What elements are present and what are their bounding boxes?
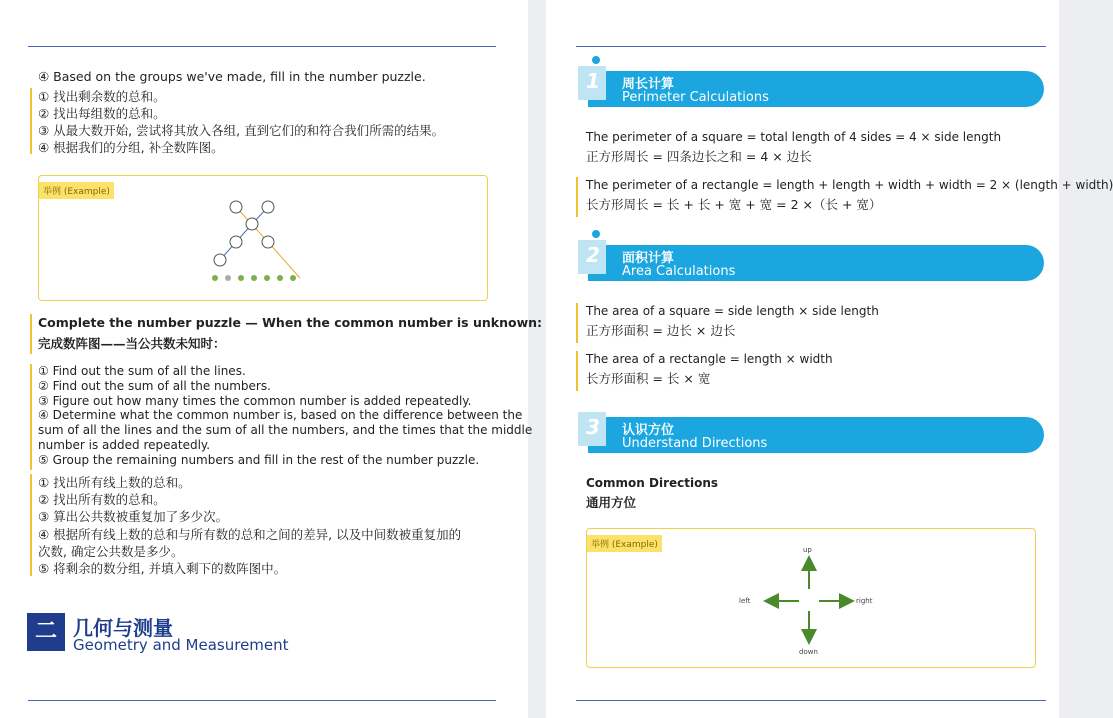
step-cn-line: ② 找出所有数的总和。: [38, 492, 166, 508]
highlight-bar: [30, 88, 32, 154]
step-cn-3: ③ 从最大数开始, 尝试将其放入各组, 直到它们的和符合我们所需的结果。: [38, 123, 445, 138]
section-title-en: Understand Directions: [622, 436, 768, 451]
label-up: up: [803, 546, 812, 554]
highlight-bar: [30, 314, 32, 354]
bottom-rule: [28, 700, 496, 701]
number-puzzle-diagram: [39, 176, 487, 300]
label-right: right: [856, 597, 873, 605]
step-cn-line: ③ 算出公共数被重复加了多少次。: [38, 509, 229, 525]
label-down: down: [799, 648, 818, 656]
section-title-cn: 认识方位: [622, 423, 675, 438]
section-title-cn: 面积计算: [622, 251, 675, 266]
example-tag: 举例 (Example): [39, 182, 114, 199]
highlight-bar: [576, 351, 578, 391]
example-tag: 举例 (Example): [587, 535, 662, 552]
perimeter-rect-cn: 长方形周长 = 长 + 长 + 宽 + 宽 = 2 ×（长 + 宽）: [586, 197, 882, 212]
steps-en-list: [38, 364, 532, 468]
section-header-3: [578, 402, 1048, 458]
section-title-cn: 周长计算: [622, 77, 675, 92]
chapter-title-cn: 几何与测量: [73, 616, 173, 640]
step-en-line: ④ Determine what the common number is, based on the difference between the: [38, 408, 523, 423]
section-number: 3: [586, 415, 600, 439]
section-number: 2: [586, 243, 600, 267]
section-title-en: Area Calculations: [622, 264, 736, 279]
puzzle-title-cn: 完成数阵图——当公共数未知时：: [38, 336, 226, 351]
perimeter-square-en: The perimeter of a square = total length of 4 sides = 4 × side length: [586, 130, 1002, 144]
step-cn-line: ④ 根据所有线上数的总和与所有数的总和之间的差异, 以及中间数被重复加的: [38, 526, 462, 542]
perimeter-rect-en: The perimeter of a rectangle = length + length + width + width = 2 × (length + width): [586, 178, 1113, 192]
direction-example-box: [586, 528, 1036, 668]
chapter-title-en: Geometry and Measurement: [73, 636, 289, 654]
section-header-2: [578, 230, 1048, 286]
area-square-en: The area of a square = side length × side length: [586, 304, 879, 318]
step-en-line: ① Find out the sum of all the lines.: [38, 364, 246, 378]
highlight-bar: [576, 303, 578, 343]
perimeter-square-cn: 正方形周长 = 四条边长之和 = 4 × 边长: [586, 149, 812, 164]
highlight-bar: [30, 364, 32, 470]
step-en-4: ④ Based on the groups we've made, fill in the number puzzle.: [38, 69, 426, 84]
area-rect-en: The area of a rectangle = length × width: [586, 352, 833, 366]
section-number: 1: [586, 69, 600, 93]
directions-title-cn: 通用方位: [586, 495, 637, 510]
area-rect-cn: 长方形面积 = 长 × 宽: [586, 371, 711, 386]
step-cn-line: ① 找出所有线上数的总和。: [38, 475, 191, 490]
label-left: left: [739, 597, 751, 605]
top-rule: [28, 46, 496, 47]
section-title-en: Perimeter Calculations: [622, 90, 769, 105]
pin-icon: [592, 56, 600, 64]
step-en-line: sum of all the lines and the sum of all the numbers, and the times that the middle: [38, 423, 533, 438]
top-rule: [576, 46, 1046, 47]
area-square-cn: 正方形面积 = 边长 × 边长: [586, 323, 736, 338]
example-box: [38, 175, 488, 301]
chapter-badge: 二: [27, 613, 65, 651]
step-en-line: number is added repeatedly.: [38, 437, 211, 452]
steps-cn-list: [38, 474, 461, 577]
step-cn-2: ② 找出每组数的总和。: [38, 106, 166, 121]
section-header-1: [578, 56, 1048, 112]
step-cn-line: 次数, 确定公共数是多少。: [38, 543, 184, 559]
highlight-bar: [30, 474, 32, 576]
bottom-rule: [576, 700, 1046, 701]
right-page: [546, 0, 1113, 718]
step-cn-1: ① 找出剩余数的总和。: [38, 89, 166, 104]
highlight-bar: [576, 177, 578, 217]
step-en-line: ③ Figure out how many times the common number is added repeatedly.: [38, 393, 472, 408]
left-page: [0, 0, 543, 718]
step-cn-4: ④ 根据我们的分组, 补全数阵图。: [38, 140, 224, 155]
step-en-line: ⑤ Group the remaining numbers and fill in the rest of the number puzzle.: [38, 452, 480, 467]
pin-icon: [592, 230, 600, 238]
step-cn-line: ⑤ 将剩余的数分组, 并填入剩下的数阵图中。: [38, 561, 287, 577]
directions-title-en: Common Directions: [586, 476, 719, 490]
step-en-line: ② Find out the sum of all the numbers.: [38, 378, 271, 393]
puzzle-title-en: Complete the number puzzle — When the common number is unknown:: [38, 315, 543, 330]
